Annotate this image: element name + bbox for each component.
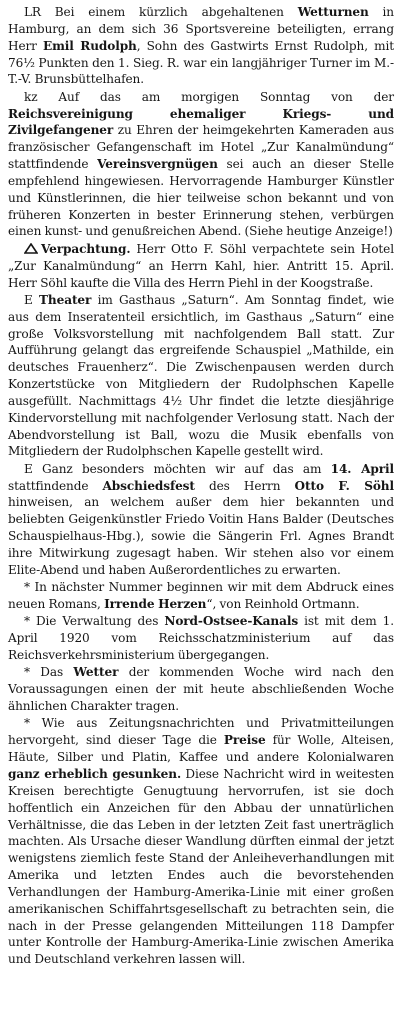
article-roman <box>8 579 394 613</box>
article-text: des Herrn <box>194 478 295 493</box>
article-text: in Hamburg, an dem sich 36 Sportsvereine beteiligten, errang Herr <box>8 5 394 53</box>
article-keyword: Emil Rudolph <box>42 38 137 53</box>
article-text: * In nächster Nummer beginnen wir mit dem Abdruck eines neuen Romans, <box>8 580 394 612</box>
article-keyword: Vereinsvergnügen <box>97 157 218 172</box>
article-wetturnen <box>8 4 394 88</box>
article-keyword: Theater <box>39 292 92 307</box>
article-text: * Wie aus Zeitungsnachrichten und Privatmitteilungen hervorgeht, sind dieser Tage die <box>8 716 394 748</box>
article-text: Diese Nachricht wird in weitesten Kreisen berechtigte Genugtuung hervorrufen, ist sie doch hoffentlich ein Anzeichen für den Abbau der unnatürlichen Verhältnisse, die das Leben in der letzten Zeit fast unerträglich machten. Als Ursache dieser Wandlung dürften einmal der jetzt wenigstens ziemlich feste Stand der Anleiheverhandlungen mit Amerika und letzten Endes auch die bevorstehenden Verhandlungen der Hamburg-Amerika-Linie mit einer großen amerikanischen Schiffahrtsgesellschaft zu betrachten sein, die nach in der Presse gelangenden Mitteilungen 118 Dampfer unter Kontrolle der Hamburg-Amerika-Linie zwischen Amerika und Deutschland verkehren lassen will. <box>8 766 395 967</box>
article-keyword: Reichsvereinigung ehemaliger Kriegs- und Zivilgefangener <box>8 106 394 138</box>
triangle-icon <box>24 243 38 254</box>
article-text: der kommenden Woche wird nach den Voraussagungen einen der mit heute abschließenden Woche ähnlichen Charakter tragen. <box>8 665 394 714</box>
article-text: für Wolle, Alteisen, Häute, Silber und Platin, Kaffee und andere Kolonialwaren <box>8 733 394 765</box>
article-keyword: Preise <box>223 733 266 748</box>
article-text: ist mit dem 1. April 1920 vom Reichsschatzministerium auf das Reichsverkehrsministerium übergegangen. <box>8 614 394 663</box>
article-text: sei auch an dieser Stelle empfehlend hingewiesen. Hervorragende Hamburger Künstler und Künstlerinnen, die hier teilweise schon bekannt und von früheren Konzerten in bester Erinnerung stehen, verbürgen einen kunst- und genußreichen Abend. (Siehe heutige Anzeige!) <box>8 157 394 239</box>
article-keyword: Wetturnen <box>297 5 369 19</box>
article-text: stattfindende <box>8 478 103 493</box>
article-text: , Sohn des Gastwirts Ernst Rudolph, mit 76½ Punkten den 1. Sieg. R. war ein langjähriger Turner im M.-T.-V. Brunsbüttelhafen. <box>8 38 394 87</box>
article-text: LR Bei einem kürzlich abgehaltenen <box>24 5 298 19</box>
article-text: Herr Otto F. Söhl verpachtete sein Hotel „Zur Kanalmündung“ an Herrn Kahl, hier. Antritt 15. April. Herr Söhl kaufte die Villa des Herrn Piehl in der Koogstraße. <box>8 241 394 290</box>
article-keyword: Wetter <box>73 665 119 680</box>
article-text: hinweisen, an welchem außer dem hier bekannten und beliebten Geigenkünstler Friedo Voitin Hans Balder (Deutsches Schauspielhaus-Hbg.), sowie die Sängerin Frl. Agnes Brandt ihre Mitwirkung zugesagt haben. Wir stehen also vor einem Elite-Abend und haben Außerordentliches zu erwarten. <box>8 495 394 577</box>
article-keyword: Abschiedsfest <box>102 478 195 493</box>
article-text: E <box>24 292 40 307</box>
article-keyword: Otto F. Söhl <box>294 478 394 493</box>
article-text: * Die Verwaltung des <box>24 614 165 629</box>
article-keyword: 14. April <box>330 461 394 476</box>
article-text: “, von Reinhold Ortmann. <box>206 597 360 612</box>
article-keyword: Verpachtung. <box>41 241 131 256</box>
article-abschiedsfest <box>8 461 394 579</box>
article-keyword: Nord-Ostsee-Kanals <box>164 614 299 629</box>
article-text: im Gasthaus „Saturn“. Am Sonntag findet, wie aus dem Inseratenteil ersichtlich, im Gasthaus „Saturn“ eine große Volksvorstellung mit nachfolgendem Ball statt. Zur Aufführung gelangt das ergreifende Schauspiel „Mathilde, ein deutsches Frauenherz“. Die Zwischenpausen werden durch Konzertstücke von Mitgliedern der Rudolphschen Kapelle ausgefüllt. Nachmittags 4½ Uhr findet die letzte diesjährige Kindervorstellung mit nachfolgender Verlosung statt. Nach der Abendvorstellung ist Ball, wozu die Musik ebenfalls von Mitgliedern der Rudolphschen Kapelle gestellt wird. <box>8 292 394 459</box>
article-text: zu Ehren der heimgekehrten Kameraden aus französischer Gefangenschaft im Hotel „Zur Kanalmündung“ stattfindende <box>8 123 394 172</box>
article-preise <box>8 715 394 968</box>
article-theater-saturn <box>8 292 394 460</box>
article-reichsvereinigung <box>8 89 394 241</box>
article-keyword: Irrende Herzen <box>104 597 207 612</box>
article-keyword: ganz erheblich gesunken. <box>8 766 182 781</box>
article-text: * Das <box>24 665 74 680</box>
article-wetter <box>8 664 394 715</box>
article-text: kz Auf das am morgigen Sonntag von der <box>24 89 394 104</box>
article-nord-ostsee-kanal <box>8 613 394 664</box>
article-text: E Ganz besonders möchten wir auf das am <box>24 461 331 476</box>
article-verpachtung <box>8 241 394 292</box>
